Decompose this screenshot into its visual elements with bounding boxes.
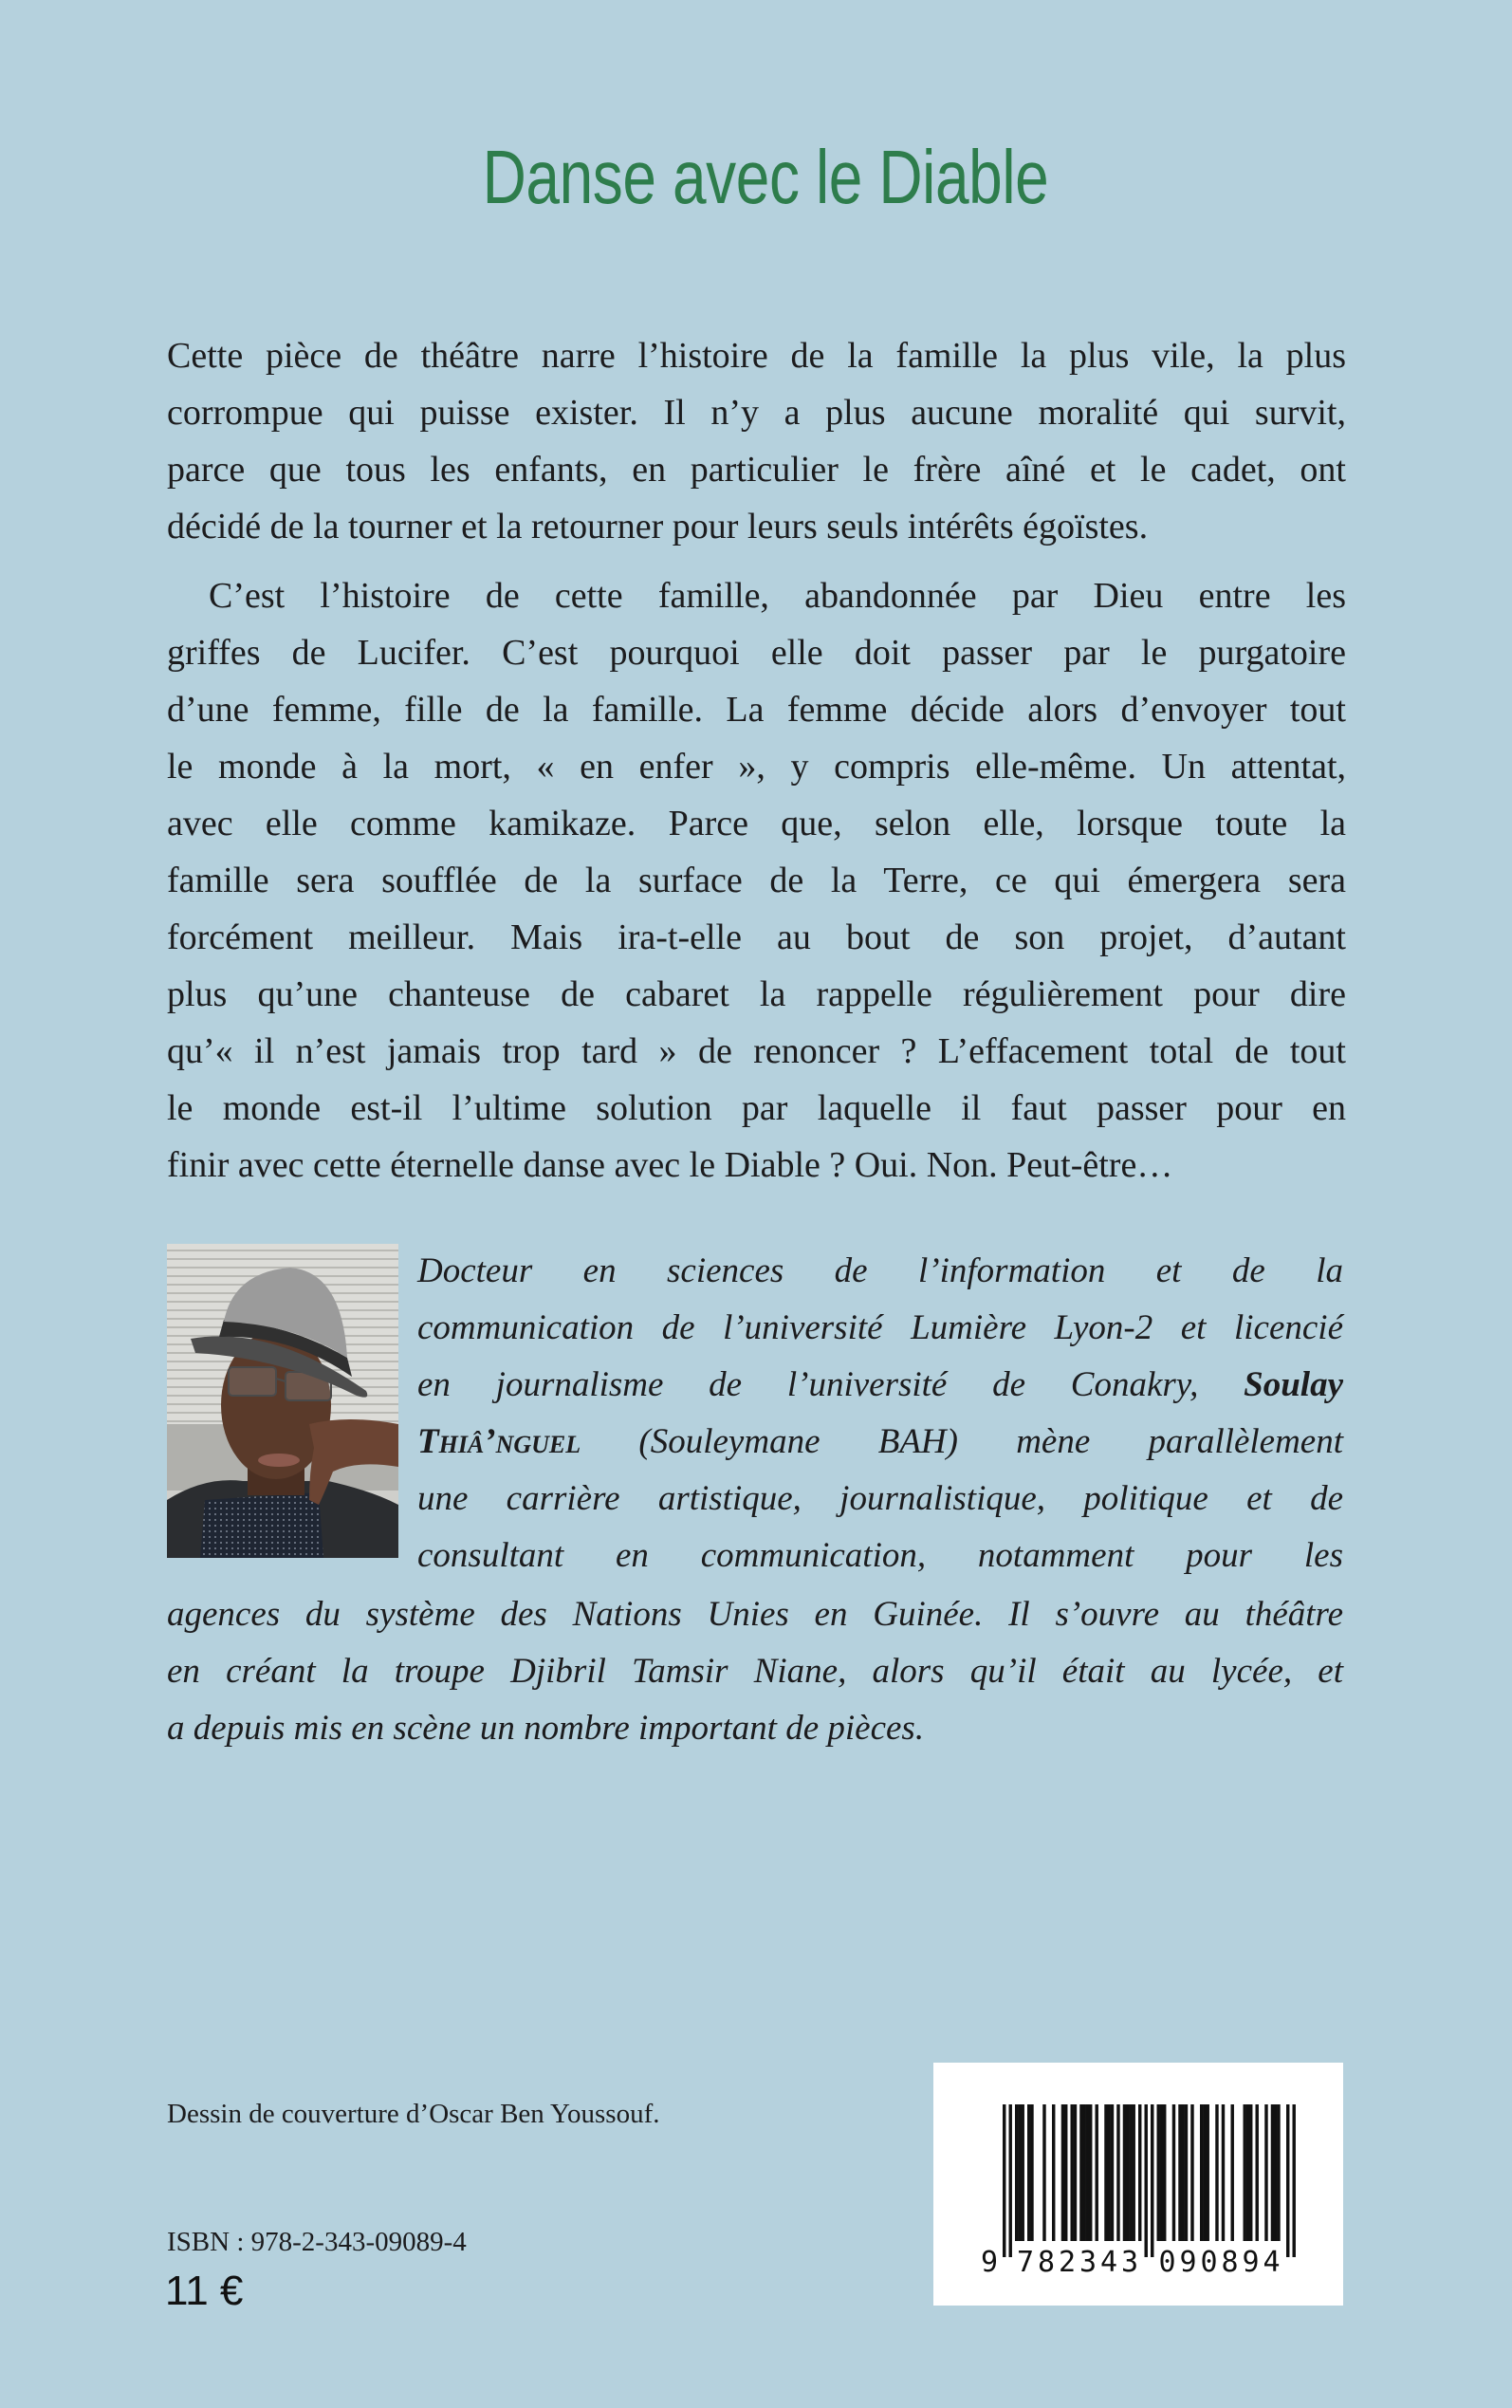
description-line: C’est l’histoire de cette famille, abandonnée par Dieu entre les [209, 576, 1346, 616]
description-line: d’une femme, fille de la famille. La femme décide alors d’envoyer tout [167, 690, 1346, 730]
description-line: plus qu’une chanteuse de cabaret la rappelle régulièrement pour dire [167, 974, 1346, 1014]
barcode [933, 2063, 1343, 2306]
description-line: corrompue qui puisse exister. Il n’y a plus aucune moralité qui survit, [167, 393, 1346, 433]
description-line: le monde est-il l’ultime solution par laquelle il faut passer pour en [167, 1088, 1346, 1128]
description-line: forcément meilleur. Mais ira-t-elle au bout de son projet, d’autant [167, 917, 1346, 957]
description-line: avec elle comme kamikaze. Parce que, selon elle, lorsque toute la [167, 804, 1346, 843]
bio-line: une carrière artistique, journalistique, politique et de [417, 1479, 1343, 1518]
bio-line: consultant en communication, notamment pour les [417, 1536, 1343, 1575]
bio-line: en créant la troupe Djibril Tamsir Niane, alors qu’il était au lycée, et [167, 1652, 1343, 1691]
bio-text: en journalisme de l’université de Conakry, [417, 1365, 1199, 1404]
bio-text: (Souleymane BAH) mène parallèlement [638, 1422, 1343, 1461]
bio-line: agences du système des Nations Unies en Guinée. Il s’ouvre au théâtre [167, 1595, 1343, 1634]
description-line: décidé de la tourner et la retourner pour leurs seuls intérêts égoïstes. [167, 507, 1149, 546]
author-first-name: Soulay [1244, 1365, 1344, 1404]
barcode-icon [933, 2063, 1343, 2306]
isbn: ISBN : 978-2-343-09089-4 [167, 2227, 467, 2257]
author-portrait-icon [167, 1244, 398, 1558]
bio-line-with-name [417, 1357, 1343, 1414]
bio-line: Docteur en sciences de l’information et de la [417, 1251, 1343, 1290]
book-title: Danse avec le Diable [482, 135, 1049, 219]
bio-line: a depuis mis en scène un nombre important de pièces. [167, 1709, 925, 1748]
description-line: finir avec cette éternelle danse avec le Diable ? Oui. Non. Peut-être… [167, 1145, 1173, 1185]
description-line: famille sera soufflée de la surface de la Terre, ce qui émergera sera [167, 861, 1346, 900]
description-line: le monde à la mort, « en enfer », y compris elle-même. Un attentat, [167, 747, 1346, 787]
bio-line-with-name [417, 1414, 1343, 1471]
book-title-wrap [0, 135, 1512, 220]
svg-text:9: 9 [981, 2246, 999, 2279]
author-photo [167, 1244, 398, 1558]
svg-text:090894: 090894 [1158, 2246, 1281, 2279]
bio-line: communication de l’université Lumière Lyon-2 et licencié [417, 1308, 1343, 1347]
cover-credit: Dessin de couverture d’Oscar Ben Youssouf. [167, 2099, 660, 2129]
description-line: griffes de Lucifer. C’est pourquoi elle doit passer par le purgatoire [167, 633, 1346, 673]
description-line: Cette pièce de théâtre narre l’histoire de la famille la plus vile, la plus [167, 336, 1346, 376]
price: 11 € [165, 2268, 244, 2314]
description-line: qu’« il n’est jamais trop tard » de renoncer ? L’effacement total de tout [167, 1031, 1346, 1071]
description-line: parce que tous les enfants, en particulier le frère aîné et le cadet, ont [167, 450, 1346, 490]
author-last-name: Thiâ’nguel [417, 1422, 581, 1461]
svg-text:782343: 782343 [1017, 2246, 1138, 2279]
